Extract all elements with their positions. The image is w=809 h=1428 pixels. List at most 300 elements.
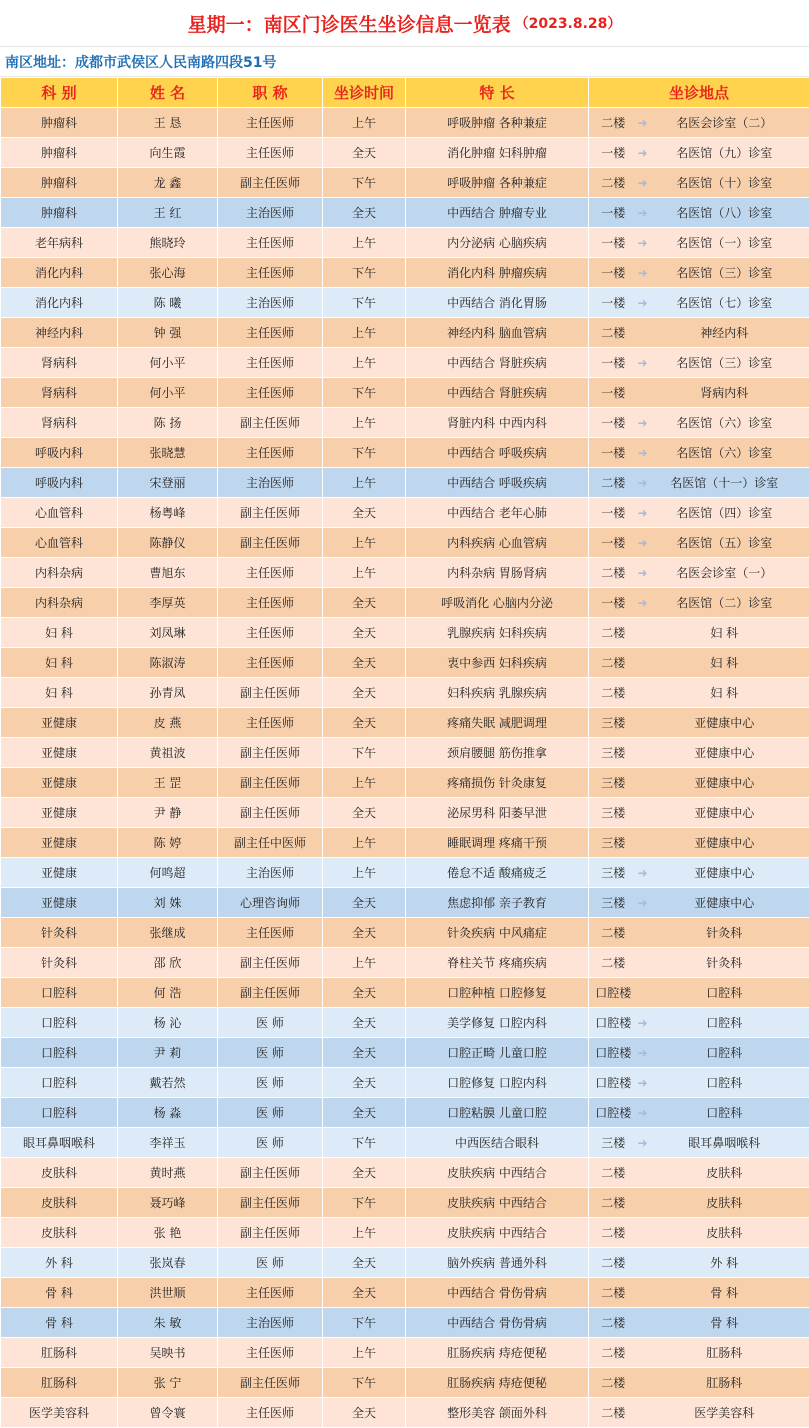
time-cell: 下午 — [323, 1368, 406, 1398]
table-row — [1, 798, 809, 828]
location-cell — [638, 1368, 809, 1398]
table-row — [1, 588, 809, 618]
dept-cell: 内科杂病 — [1, 588, 118, 618]
location-cell — [638, 228, 809, 258]
location-cell — [638, 528, 809, 558]
floor-cell: 二楼 — [589, 1398, 638, 1428]
location-cell — [638, 1098, 809, 1128]
location-text: 口腔科 — [660, 1104, 809, 1121]
specialty-cell: 内科杂病 胃肠肾病 — [406, 558, 589, 588]
name-cell: 王 罡 — [118, 768, 218, 798]
location-cell — [638, 858, 809, 888]
specialty-cell: 妇科疾病 乳腺疾病 — [406, 678, 589, 708]
specialty-cell: 泌尿男科 阳萎早泄 — [406, 798, 589, 828]
table-row — [1, 1098, 809, 1128]
title-cell: 主治医师 — [218, 288, 323, 318]
title-cell: 副主任医师 — [218, 948, 323, 978]
arrow-right-icon: ➜ — [638, 266, 660, 280]
table-row — [1, 1038, 809, 1068]
page-title — [0, 0, 809, 47]
time-cell: 全天 — [323, 1278, 406, 1308]
table-header-row — [1, 78, 809, 108]
location-cell — [638, 678, 809, 708]
dept-cell: 皮肤科 — [1, 1218, 118, 1248]
col-header-dept: 科 别 — [1, 78, 118, 108]
specialty-cell: 中西结合 呼吸疾病 — [406, 438, 589, 468]
location-text: 名医馆（六）诊室 — [660, 414, 809, 431]
name-cell: 张 宁 — [118, 1368, 218, 1398]
col-header-location: 坐诊地点 — [589, 78, 809, 108]
location-text: 眼耳鼻咽喉科 — [660, 1134, 809, 1151]
specialty-cell: 脑外疾病 普通外科 — [406, 1248, 589, 1278]
name-cell: 孙青凤 — [118, 678, 218, 708]
title-date: （2023.8.28） — [515, 13, 622, 33]
floor-cell: 二楼 — [589, 918, 638, 948]
dept-cell: 肾病科 — [1, 378, 118, 408]
name-cell: 王 恳 — [118, 108, 218, 138]
table-row — [1, 1398, 809, 1428]
table-row — [1, 1278, 809, 1308]
arrow-right-icon: ➜ — [638, 596, 660, 610]
name-cell: 王 红 — [118, 198, 218, 228]
table-row — [1, 708, 809, 738]
floor-cell: 二楼 — [589, 1368, 638, 1398]
location-cell — [638, 888, 809, 918]
dept-cell: 骨 科 — [1, 1308, 118, 1338]
table-row — [1, 1218, 809, 1248]
table-row — [1, 858, 809, 888]
floor-cell: 一楼 — [589, 288, 638, 318]
title-cell: 副主任医师 — [218, 798, 323, 828]
location-cell — [638, 1038, 809, 1068]
schedule-table — [0, 77, 809, 1428]
location-cell — [638, 438, 809, 468]
arrow-right-icon: ➜ — [638, 1106, 660, 1120]
arrow-right-icon: ➜ — [638, 1136, 660, 1150]
floor-cell: 二楼 — [589, 1278, 638, 1308]
floor-cell: 三楼 — [589, 708, 638, 738]
floor-cell: 一楼 — [589, 588, 638, 618]
floor-cell: 二楼 — [589, 1158, 638, 1188]
floor-cell: 一楼 — [589, 438, 638, 468]
time-cell: 全天 — [323, 198, 406, 228]
time-cell: 全天 — [323, 978, 406, 1008]
name-cell: 熊晓玲 — [118, 228, 218, 258]
location-text: 名医馆（三）诊室 — [660, 264, 809, 281]
title-cell: 主任医师 — [218, 318, 323, 348]
time-cell: 下午 — [323, 168, 406, 198]
dept-cell: 外 科 — [1, 1248, 118, 1278]
floor-cell: 一楼 — [589, 378, 638, 408]
name-cell: 陈淑涛 — [118, 648, 218, 678]
specialty-cell: 美学修复 口腔内科 — [406, 1008, 589, 1038]
table-row — [1, 918, 809, 948]
dept-cell: 亚健康 — [1, 858, 118, 888]
location-cell — [638, 1398, 809, 1428]
table-row — [1, 288, 809, 318]
name-cell: 钟 强 — [118, 318, 218, 348]
specialty-cell: 中西医结合眼科 — [406, 1128, 589, 1158]
title-cell: 副主任医师 — [218, 738, 323, 768]
arrow-right-icon: ➜ — [638, 416, 660, 430]
name-cell: 何 浩 — [118, 978, 218, 1008]
location-text: 皮肤科 — [660, 1164, 809, 1181]
name-cell: 曹旭东 — [118, 558, 218, 588]
table-row — [1, 408, 809, 438]
time-cell: 全天 — [323, 588, 406, 618]
location-cell — [638, 108, 809, 138]
dept-cell: 亚健康 — [1, 828, 118, 858]
time-cell: 下午 — [323, 438, 406, 468]
table-row — [1, 228, 809, 258]
title-cell: 主任医师 — [218, 1338, 323, 1368]
time-cell: 全天 — [323, 1008, 406, 1038]
title-cell: 副主任中医师 — [218, 828, 323, 858]
time-cell: 上午 — [323, 1218, 406, 1248]
name-cell: 杨粤峰 — [118, 498, 218, 528]
time-cell: 上午 — [323, 528, 406, 558]
location-cell — [638, 558, 809, 588]
location-text: 亚健康中心 — [660, 864, 809, 881]
location-text: 亚健康中心 — [660, 834, 809, 851]
name-cell: 戴若然 — [118, 1068, 218, 1098]
floor-cell: 一楼 — [589, 348, 638, 378]
table-row — [1, 978, 809, 1008]
name-cell: 聂巧峰 — [118, 1188, 218, 1218]
name-cell: 刘 姝 — [118, 888, 218, 918]
location-cell — [638, 768, 809, 798]
title-cell: 主任医师 — [218, 558, 323, 588]
dept-cell: 肛肠科 — [1, 1368, 118, 1398]
specialty-cell: 整形美容 颌面外科 — [406, 1398, 589, 1428]
name-cell: 吴映书 — [118, 1338, 218, 1368]
arrow-right-icon: ➜ — [638, 506, 660, 520]
location-text: 针灸科 — [660, 924, 809, 941]
floor-cell: 二楼 — [589, 1308, 638, 1338]
time-cell: 全天 — [323, 678, 406, 708]
location-cell — [638, 948, 809, 978]
location-text: 妇 科 — [660, 684, 809, 701]
time-cell: 全天 — [323, 1068, 406, 1098]
dept-cell: 妇 科 — [1, 618, 118, 648]
arrow-right-icon: ➜ — [638, 446, 660, 460]
title-cell: 主任医师 — [218, 378, 323, 408]
location-cell — [638, 738, 809, 768]
table-body — [1, 108, 809, 1428]
floor-cell: 二楼 — [589, 1188, 638, 1218]
floor-cell: 一楼 — [589, 498, 638, 528]
dept-cell: 肿瘤科 — [1, 198, 118, 228]
dept-cell: 肿瘤科 — [1, 138, 118, 168]
name-cell: 陈静仪 — [118, 528, 218, 558]
specialty-cell: 倦怠不适 酸痛疲乏 — [406, 858, 589, 888]
floor-cell: 二楼 — [589, 318, 638, 348]
title-cell: 医 师 — [218, 1128, 323, 1158]
name-cell: 李厚英 — [118, 588, 218, 618]
table-row — [1, 138, 809, 168]
location-cell — [638, 258, 809, 288]
table-row — [1, 1248, 809, 1278]
specialty-cell: 消化内科 肿瘤疾病 — [406, 258, 589, 288]
specialty-cell: 肛肠疾病 痔疮便秘 — [406, 1338, 589, 1368]
dept-cell: 肾病科 — [1, 408, 118, 438]
floor-cell: 三楼 — [589, 828, 638, 858]
dept-cell: 口腔科 — [1, 1068, 118, 1098]
specialty-cell: 肾脏内科 中西内科 — [406, 408, 589, 438]
table-row — [1, 378, 809, 408]
location-text: 皮肤科 — [660, 1224, 809, 1241]
location-text: 骨 科 — [660, 1284, 809, 1301]
location-text: 针灸科 — [660, 954, 809, 971]
dept-cell: 口腔科 — [1, 978, 118, 1008]
title-cell: 医 师 — [218, 1068, 323, 1098]
location-cell — [638, 588, 809, 618]
table-row — [1, 348, 809, 378]
name-cell: 张岚春 — [118, 1248, 218, 1278]
time-cell: 全天 — [323, 1398, 406, 1428]
table-row — [1, 438, 809, 468]
location-text: 骨 科 — [660, 1314, 809, 1331]
location-text: 名医会诊室（一） — [660, 564, 809, 581]
title-cell: 主任医师 — [218, 708, 323, 738]
table-row — [1, 558, 809, 588]
dept-cell: 神经内科 — [1, 318, 118, 348]
title-cell: 主治医师 — [218, 858, 323, 888]
dept-cell: 肾病科 — [1, 348, 118, 378]
title-text: 星期一：南区门诊医生坐诊信息一览表 — [188, 10, 511, 37]
specialty-cell: 口腔修复 口腔内科 — [406, 1068, 589, 1098]
location-text: 亚健康中心 — [660, 894, 809, 911]
table-row — [1, 828, 809, 858]
time-cell: 上午 — [323, 858, 406, 888]
floor-cell: 二楼 — [589, 618, 638, 648]
time-cell: 上午 — [323, 318, 406, 348]
location-text: 名医会诊室（二） — [660, 114, 809, 131]
floor-cell: 二楼 — [589, 1338, 638, 1368]
location-cell — [638, 708, 809, 738]
time-cell: 下午 — [323, 1308, 406, 1338]
specialty-cell: 中西结合 肾脏疾病 — [406, 378, 589, 408]
dept-cell: 消化内科 — [1, 288, 118, 318]
title-cell: 主任医师 — [218, 138, 323, 168]
floor-cell: 二楼 — [589, 1248, 638, 1278]
floor-cell: 二楼 — [589, 108, 638, 138]
name-cell: 黄祖波 — [118, 738, 218, 768]
table-row — [1, 108, 809, 138]
location-text: 名医馆（二）诊室 — [660, 594, 809, 611]
time-cell: 全天 — [323, 1248, 406, 1278]
title-cell: 副主任医师 — [218, 1218, 323, 1248]
table-row — [1, 528, 809, 558]
table-row — [1, 498, 809, 528]
location-cell — [638, 498, 809, 528]
dept-cell: 心血管科 — [1, 498, 118, 528]
specialty-cell: 内科疾病 心血管病 — [406, 528, 589, 558]
specialty-cell: 皮肤疾病 中西结合 — [406, 1188, 589, 1218]
col-header-specialty: 特 长 — [406, 78, 589, 108]
table-row — [1, 738, 809, 768]
location-cell — [638, 1338, 809, 1368]
location-cell — [638, 138, 809, 168]
specialty-cell: 皮肤疾病 中西结合 — [406, 1218, 589, 1248]
table-row — [1, 1338, 809, 1368]
title-cell: 医 师 — [218, 1038, 323, 1068]
specialty-cell: 焦虑抑郁 亲子教育 — [406, 888, 589, 918]
floor-cell: 二楼 — [589, 1218, 638, 1248]
time-cell: 上午 — [323, 948, 406, 978]
location-text: 口腔科 — [660, 1074, 809, 1091]
location-text: 名医馆（四）诊室 — [660, 504, 809, 521]
name-cell: 陈 扬 — [118, 408, 218, 438]
specialty-cell: 中西结合 肿瘤专业 — [406, 198, 589, 228]
time-cell: 上午 — [323, 108, 406, 138]
location-text: 亚健康中心 — [660, 744, 809, 761]
name-cell: 李祥玉 — [118, 1128, 218, 1158]
name-cell: 宋登丽 — [118, 468, 218, 498]
specialty-cell: 疼痛失眠 减肥调理 — [406, 708, 589, 738]
specialty-cell: 疼痛损伤 针灸康复 — [406, 768, 589, 798]
time-cell: 全天 — [323, 648, 406, 678]
name-cell: 杨 淼 — [118, 1098, 218, 1128]
location-cell — [638, 1218, 809, 1248]
time-cell: 上午 — [323, 768, 406, 798]
time-cell: 下午 — [323, 378, 406, 408]
table-row — [1, 1128, 809, 1158]
location-text: 名医馆（三）诊室 — [660, 354, 809, 371]
arrow-right-icon: ➜ — [638, 236, 660, 250]
dept-cell: 内科杂病 — [1, 558, 118, 588]
floor-cell: 二楼 — [589, 678, 638, 708]
title-cell: 主任医师 — [218, 648, 323, 678]
title-cell: 主任医师 — [218, 258, 323, 288]
specialty-cell: 消化肿瘤 妇科肿瘤 — [406, 138, 589, 168]
title-cell: 医 师 — [218, 1098, 323, 1128]
dept-cell: 妇 科 — [1, 678, 118, 708]
name-cell: 向生霞 — [118, 138, 218, 168]
dept-cell: 肿瘤科 — [1, 168, 118, 198]
time-cell: 下午 — [323, 1128, 406, 1158]
name-cell: 张晓慧 — [118, 438, 218, 468]
floor-cell: 三楼 — [589, 858, 638, 888]
arrow-right-icon: ➜ — [638, 566, 660, 580]
address-line: 南区地址：成都市武侯区人民南路四段51号 — [0, 47, 809, 77]
location-text: 皮肤科 — [660, 1194, 809, 1211]
table-row — [1, 168, 809, 198]
name-cell: 邵 欣 — [118, 948, 218, 978]
dept-cell: 呼吸内科 — [1, 438, 118, 468]
name-cell: 朱 敏 — [118, 1308, 218, 1338]
time-cell: 全天 — [323, 1098, 406, 1128]
location-text: 妇 科 — [660, 624, 809, 641]
location-text: 外 科 — [660, 1254, 809, 1271]
title-cell: 主任医师 — [218, 588, 323, 618]
name-cell: 何小平 — [118, 378, 218, 408]
floor-cell: 二楼 — [589, 948, 638, 978]
name-cell: 皮 燕 — [118, 708, 218, 738]
table-row — [1, 1068, 809, 1098]
specialty-cell: 乳腺疾病 妇科疾病 — [406, 618, 589, 648]
location-text: 肛肠科 — [660, 1344, 809, 1361]
specialty-cell: 内分泌病 心脑疾病 — [406, 228, 589, 258]
dept-cell: 亚健康 — [1, 768, 118, 798]
specialty-cell: 口腔种植 口腔修复 — [406, 978, 589, 1008]
title-cell: 主治医师 — [218, 1308, 323, 1338]
dept-cell: 针灸科 — [1, 918, 118, 948]
time-cell: 上午 — [323, 828, 406, 858]
name-cell: 杨 沁 — [118, 1008, 218, 1038]
dept-cell: 针灸科 — [1, 948, 118, 978]
dept-cell: 亚健康 — [1, 708, 118, 738]
location-text: 亚健康中心 — [660, 714, 809, 731]
location-cell — [638, 288, 809, 318]
name-cell: 黄时燕 — [118, 1158, 218, 1188]
specialty-cell: 针灸疾病 中风痛症 — [406, 918, 589, 948]
name-cell: 刘凤琳 — [118, 618, 218, 648]
name-cell: 陈 婷 — [118, 828, 218, 858]
title-cell: 主治医师 — [218, 468, 323, 498]
name-cell: 龙 鑫 — [118, 168, 218, 198]
title-cell: 副主任医师 — [218, 678, 323, 708]
table-row — [1, 618, 809, 648]
name-cell: 洪世顺 — [118, 1278, 218, 1308]
title-cell: 主任医师 — [218, 618, 323, 648]
floor-cell: 三楼 — [589, 798, 638, 828]
name-cell: 何鸣超 — [118, 858, 218, 888]
dept-cell: 亚健康 — [1, 888, 118, 918]
floor-cell: 三楼 — [589, 738, 638, 768]
location-cell — [638, 1278, 809, 1308]
arrow-right-icon: ➜ — [638, 176, 660, 190]
location-cell — [638, 1308, 809, 1338]
location-cell — [638, 468, 809, 498]
title-cell: 副主任医师 — [218, 528, 323, 558]
specialty-cell: 睡眠调理 疼痛干预 — [406, 828, 589, 858]
location-text: 亚健康中心 — [660, 804, 809, 821]
dept-cell: 心血管科 — [1, 528, 118, 558]
table-row — [1, 648, 809, 678]
name-cell: 何小平 — [118, 348, 218, 378]
table-row — [1, 1308, 809, 1338]
location-text: 妇 科 — [660, 654, 809, 671]
table-row — [1, 468, 809, 498]
title-cell: 副主任医师 — [218, 978, 323, 1008]
title-cell: 主任医师 — [218, 348, 323, 378]
location-text: 亚健康中心 — [660, 774, 809, 791]
location-text: 神经内科 — [660, 324, 809, 341]
arrow-right-icon: ➜ — [638, 356, 660, 370]
floor-cell: 二楼 — [589, 558, 638, 588]
dept-cell: 肿瘤科 — [1, 108, 118, 138]
title-cell: 主任医师 — [218, 1398, 323, 1428]
location-text: 肛肠科 — [660, 1374, 809, 1391]
floor-cell: 口腔楼 — [589, 978, 638, 1008]
location-text: 名医馆（一）诊室 — [660, 234, 809, 251]
location-cell — [638, 618, 809, 648]
col-header-title: 职 称 — [218, 78, 323, 108]
title-cell: 医 师 — [218, 1248, 323, 1278]
time-cell: 全天 — [323, 708, 406, 738]
dept-cell: 口腔科 — [1, 1038, 118, 1068]
title-cell: 医 师 — [218, 1008, 323, 1038]
location-text: 口腔科 — [660, 1044, 809, 1061]
table-row — [1, 948, 809, 978]
time-cell: 全天 — [323, 1158, 406, 1188]
col-header-time: 坐诊时间 — [323, 78, 406, 108]
specialty-cell: 中西结合 呼吸疾病 — [406, 468, 589, 498]
title-cell: 心理咨询师 — [218, 888, 323, 918]
specialty-cell: 呼吸消化 心脑内分泌 — [406, 588, 589, 618]
floor-cell: 一楼 — [589, 198, 638, 228]
